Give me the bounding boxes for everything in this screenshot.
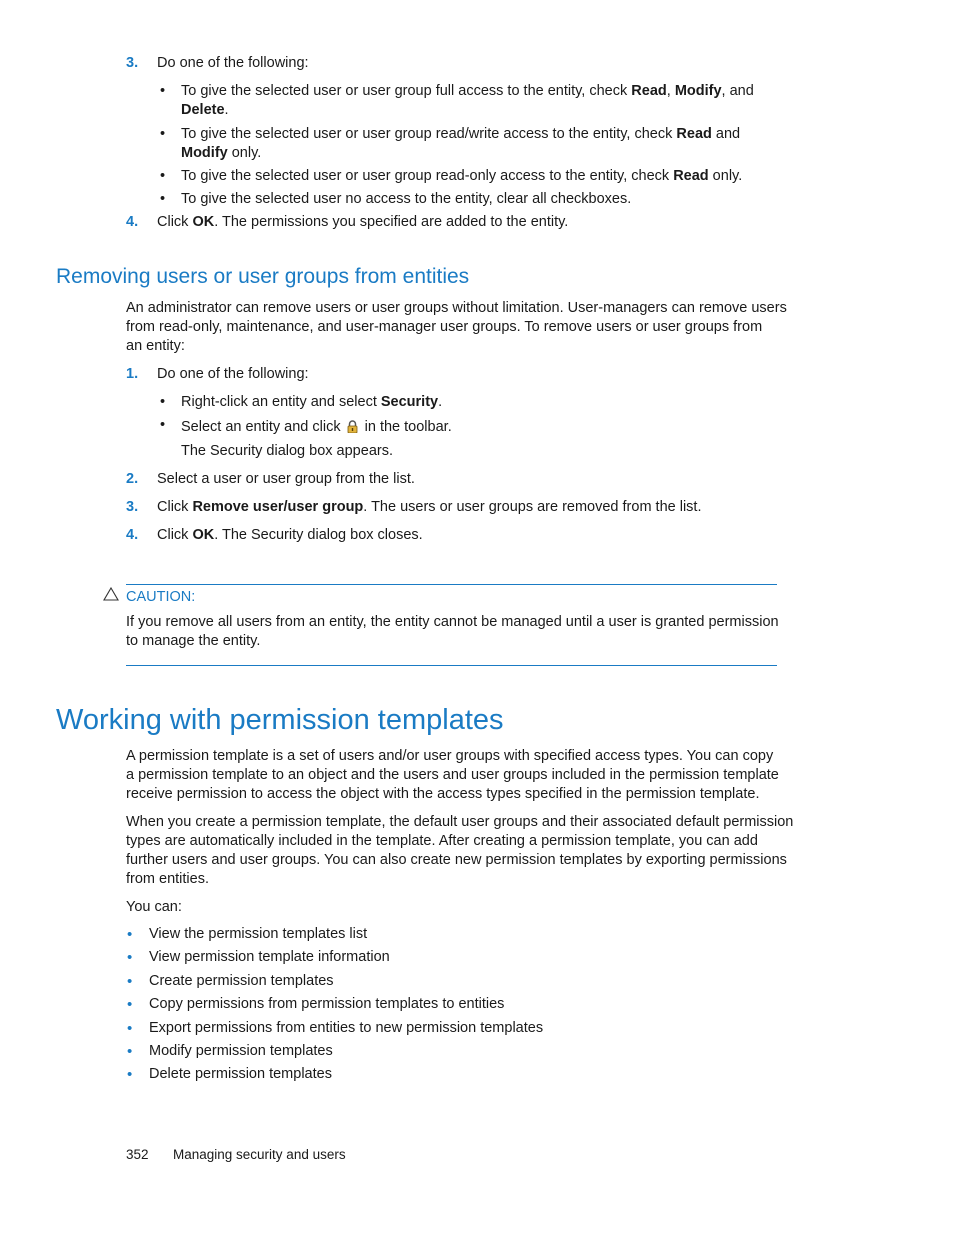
list-item: Modify permission templates (149, 1043, 333, 1059)
step-number: 3. (126, 499, 139, 515)
warning-icon (103, 587, 119, 607)
step-number: 3. (126, 55, 139, 71)
bullet: • (160, 191, 166, 207)
list-item: Export permissions from entities to new permission templates (149, 1020, 544, 1036)
result-text: The Security dialog box appears. (181, 443, 393, 459)
chapter-heading: Working with permission templates (56, 704, 504, 736)
step-number: 4. (126, 214, 139, 230)
bullet-text: To give the selected user or user group read/write access to the entity, check Read and Modify only. (181, 126, 741, 161)
paragraph: When you create a permission template, the default user groups and their associated default permission types are automatically included in the template. After creating a permission template, you can add further users and user groups. You can also create new permission templates by exporting permissions from entities. (126, 814, 794, 887)
bullet-text: To give the selected user or user group read-only access to the entity, check Read only. (181, 168, 743, 184)
list-item: Delete permission templates (149, 1066, 332, 1082)
bullet: • (127, 926, 133, 943)
step-text: Select a user or user group from the list. (157, 471, 415, 487)
step-text: Click Remove user/user group. The users or user groups are removed from the list. (157, 499, 702, 515)
bullet: • (127, 1020, 133, 1037)
caution-bottom-rule (126, 665, 777, 666)
bullet: • (160, 417, 166, 433)
bullet-text: To give the selected user or user group full access to the entity, check Read, Modify, and Delete. (181, 83, 754, 118)
step-text: Do one of the following: (157, 55, 309, 71)
page-number: 352 (126, 1147, 149, 1162)
lock-icon (347, 420, 358, 433)
paragraph: You can: (126, 899, 182, 915)
bullet: • (127, 949, 133, 966)
step-text: Do one of the following: (157, 366, 309, 382)
step-text: Click OK. The permissions you specified are added to the entity. (157, 214, 569, 230)
step-number: 4. (126, 527, 139, 543)
bullet: • (127, 996, 133, 1013)
bullet: • (127, 973, 133, 990)
list-item: Create permission templates (149, 973, 334, 989)
paragraph: A permission template is a set of users and/or user groups with specified access types. You can copy a permission template to an object and the users and user groups included in the permission template receive permission to access the object with the access types specified in the permission template. (126, 748, 779, 802)
bullet-text: Select an entity and click in the toolbar. (181, 419, 452, 435)
caution-top-rule (126, 584, 777, 585)
paragraph: An administrator can remove users or user groups without limitation. User-managers can remove users from read-only, maintenance, and user-manager user groups. To remove users or user groups from an entity: (126, 300, 787, 354)
section-heading: Removing users or user groups from entities (56, 265, 470, 288)
bullet-text: Right-click an entity and select Security. (181, 394, 443, 410)
chapter-title: Managing security and users (173, 1147, 346, 1162)
caution-text: If you remove all users from an entity, the entity cannot be managed until a user is granted permission to manage the entity. (126, 614, 779, 649)
bullet: • (160, 168, 166, 184)
caution-label: CAUTION: (126, 589, 196, 605)
bullet: • (160, 394, 166, 410)
bullet: • (127, 1066, 133, 1083)
list-item: View permission template information (149, 949, 390, 965)
step-number: 1. (126, 366, 139, 382)
bullet: • (127, 1043, 133, 1060)
list-item: Copy permissions from permission templates to entities (149, 996, 505, 1012)
bullet: • (160, 83, 166, 99)
step-number: 2. (126, 471, 139, 487)
bullet-text: To give the selected user no access to the entity, clear all checkboxes. (181, 191, 632, 207)
list-item: View the permission templates list (149, 926, 368, 942)
bullet: • (160, 126, 166, 142)
step-text: Click OK. The Security dialog box closes. (157, 527, 423, 543)
